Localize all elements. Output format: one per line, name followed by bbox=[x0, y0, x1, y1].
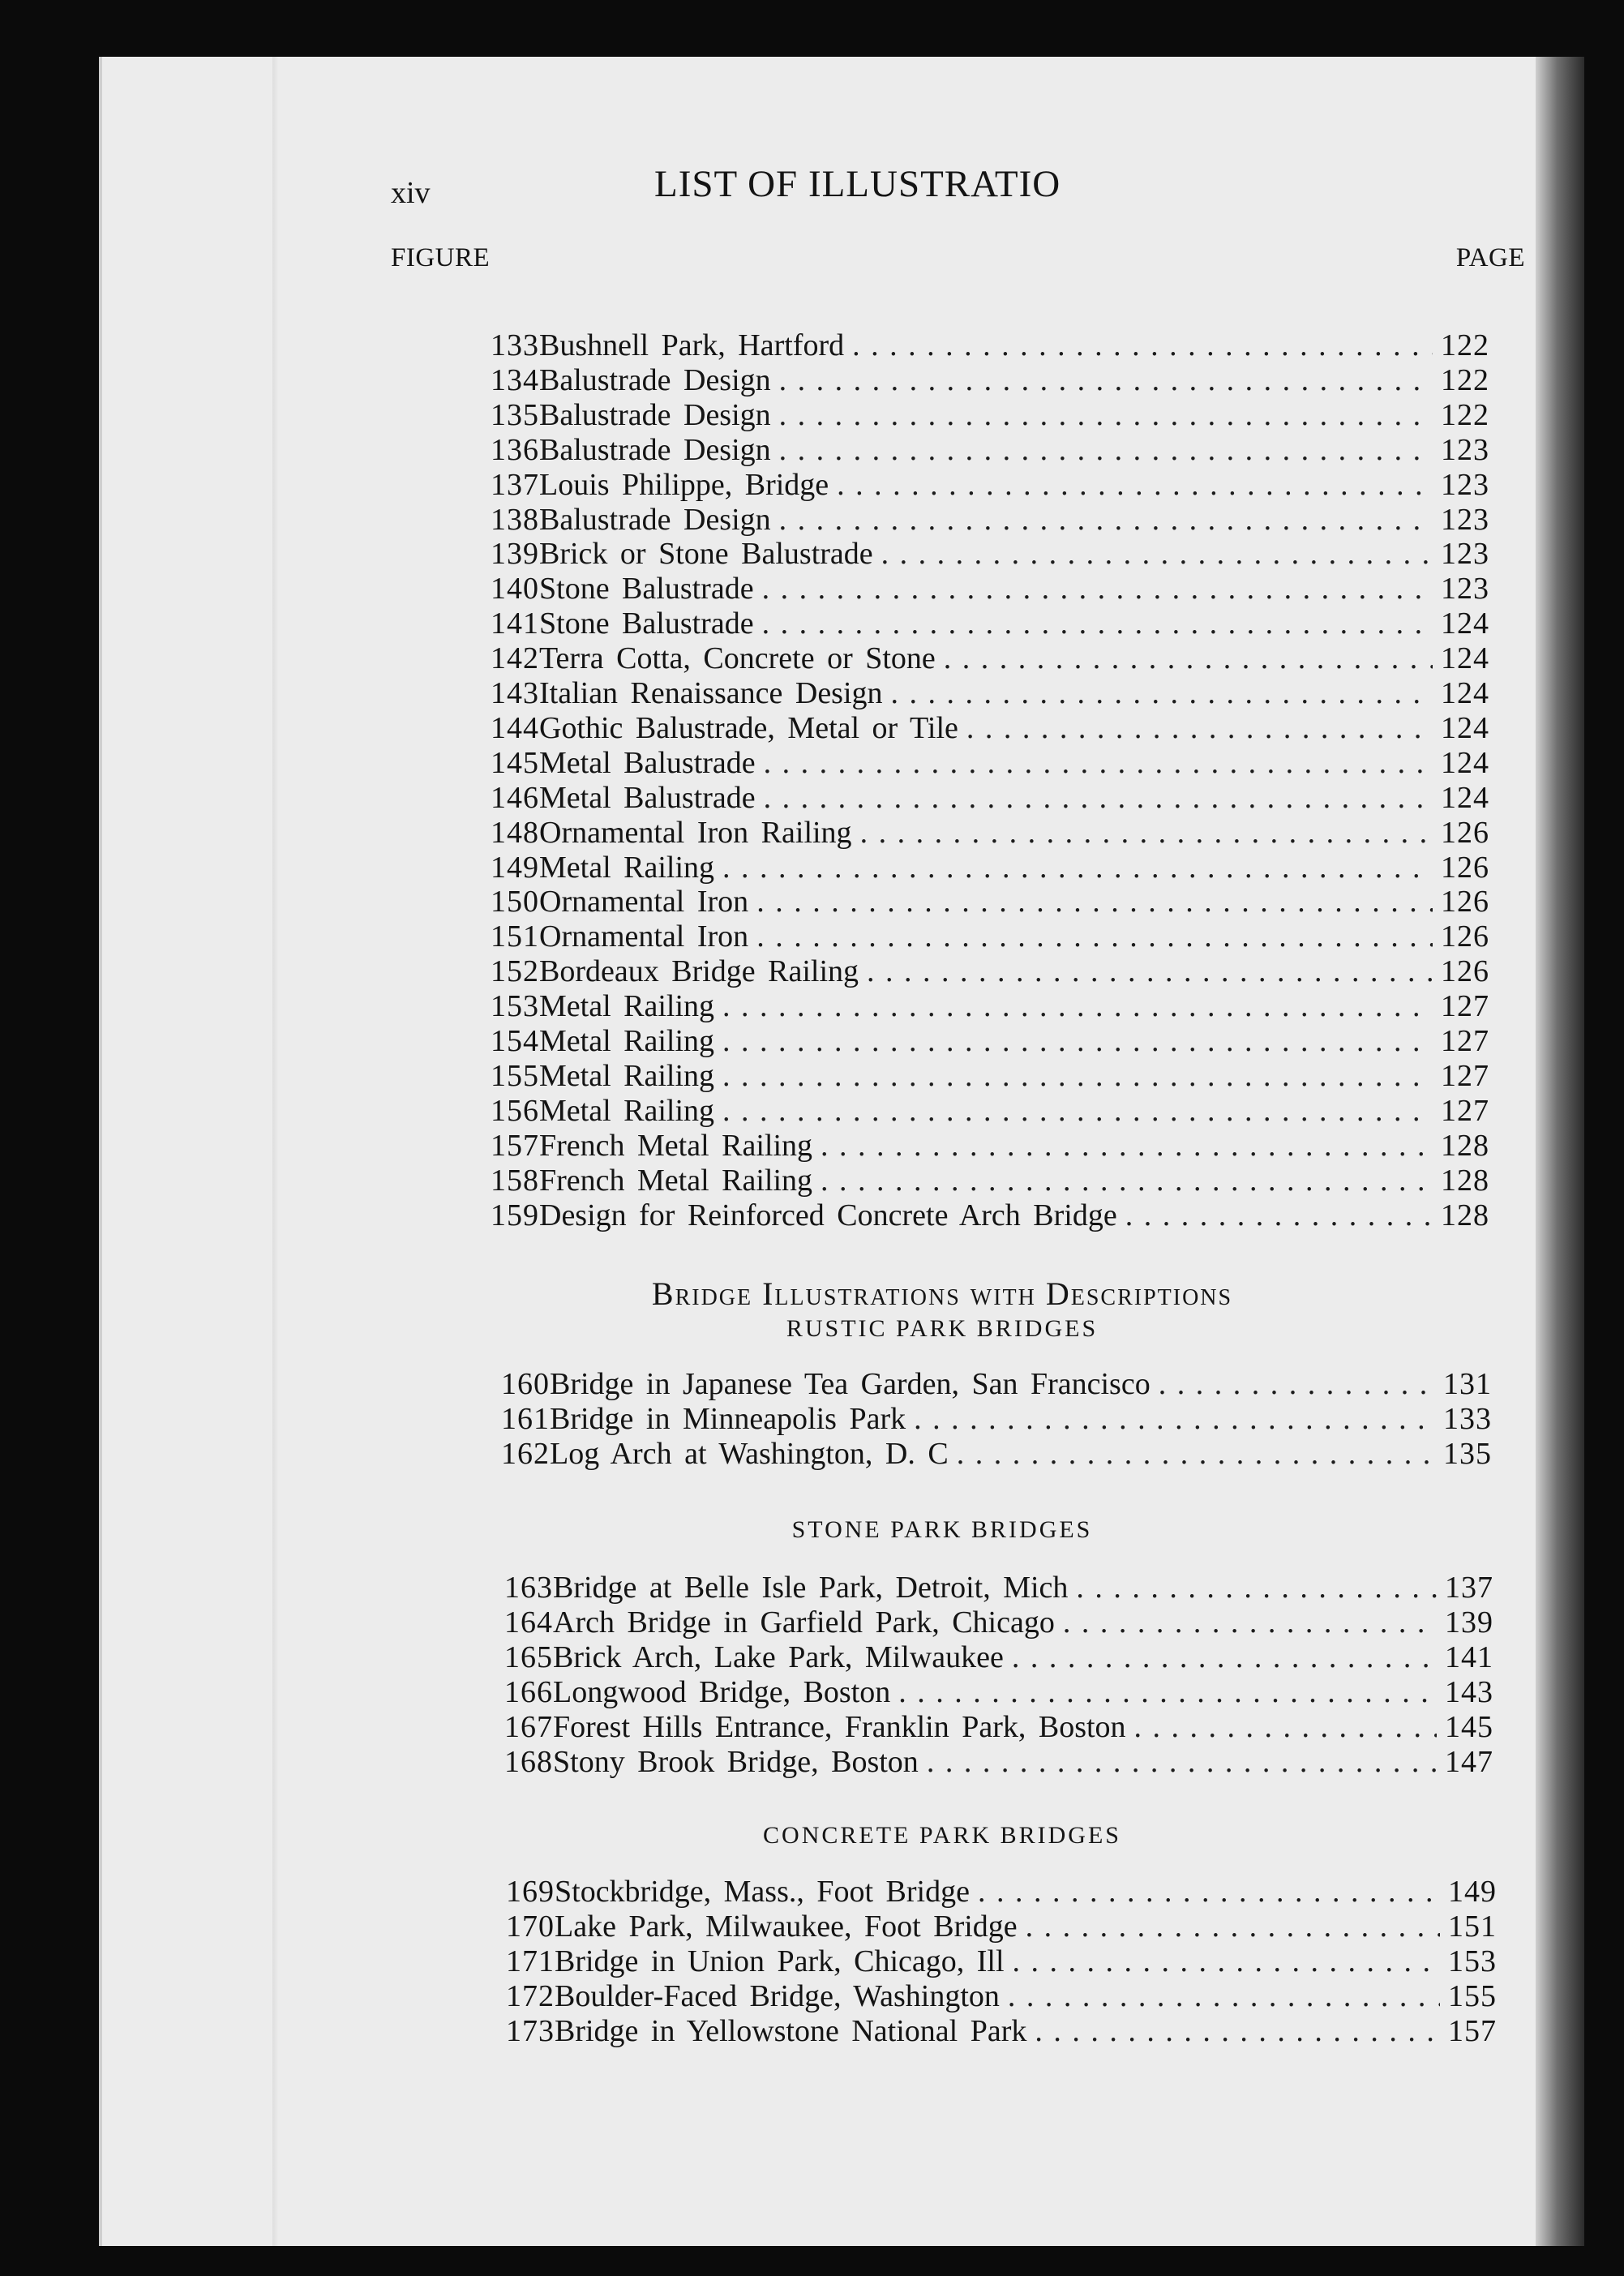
illustration-title: Forest Hills Entrance, Franklin Park, Boston bbox=[553, 1710, 1126, 1744]
page-reference: 124 bbox=[1441, 641, 1489, 676]
dot-leader bbox=[927, 1745, 1437, 1779]
figure-number: 163 bbox=[504, 1571, 553, 1605]
page-reference: 157 bbox=[1448, 2014, 1497, 2048]
dot-leader bbox=[821, 1129, 1433, 1163]
dot-leader bbox=[837, 468, 1433, 502]
page-reference: 145 bbox=[1445, 1710, 1493, 1744]
illustration-title: Metal Railing bbox=[539, 989, 715, 1024]
figure-number: 152 bbox=[491, 954, 539, 989]
page-reference: 124 bbox=[1441, 710, 1489, 745]
illustration-title: French Metal Railing bbox=[539, 1128, 813, 1163]
figure-number: 161 bbox=[501, 1402, 550, 1436]
dot-leader bbox=[1125, 1198, 1433, 1232]
illustration-title: Metal Railing bbox=[539, 1024, 715, 1058]
list-entry bbox=[491, 572, 1489, 606]
figure-number: 160 bbox=[501, 1367, 550, 1401]
list-entry bbox=[504, 1745, 1493, 1779]
dot-leader bbox=[966, 711, 1433, 745]
page-reference: 147 bbox=[1445, 1745, 1493, 1779]
illustration-title: Stone Balustrade bbox=[539, 572, 754, 607]
list-entry bbox=[491, 711, 1489, 745]
illustration-title: Design for Reinforced Concrete Arch Bridge bbox=[539, 1198, 1117, 1232]
illustration-title: Metal Railing bbox=[539, 850, 715, 885]
illustration-title: Bridge in Union Park, Chicago, Ill bbox=[555, 1944, 1005, 1978]
illustration-title: Ornamental Iron Railing bbox=[539, 815, 852, 850]
page-reference: 122 bbox=[1441, 362, 1489, 397]
illustration-title: Bridge in Minneapolis Park bbox=[550, 1402, 906, 1436]
illustration-title: Italian Renaissance Design bbox=[539, 676, 883, 710]
dot-leader bbox=[779, 363, 1433, 397]
illustration-title: Boulder-Faced Bridge, Washington bbox=[555, 1979, 1000, 2013]
page-reference: 126 bbox=[1441, 815, 1489, 850]
figure-number: 138 bbox=[491, 502, 539, 537]
illustration-title: Balustrade Design bbox=[539, 397, 771, 432]
figure-number: 139 bbox=[491, 537, 539, 572]
list-entry bbox=[491, 363, 1489, 397]
page-reference: 139 bbox=[1445, 1605, 1493, 1639]
page-reference: 124 bbox=[1441, 676, 1489, 710]
dot-leader bbox=[891, 676, 1433, 710]
figure-number: 162 bbox=[501, 1437, 550, 1471]
gutter-shadow bbox=[272, 57, 279, 2246]
figure-number: 168 bbox=[504, 1745, 553, 1779]
page-reference: 153 bbox=[1448, 1944, 1497, 1978]
dot-leader bbox=[756, 885, 1433, 919]
list-entry bbox=[504, 1640, 1493, 1674]
figure-number: 134 bbox=[491, 362, 539, 397]
page-reference: 124 bbox=[1441, 780, 1489, 815]
list-entry bbox=[506, 1944, 1497, 1978]
dot-leader bbox=[957, 1437, 1435, 1471]
figure-number: 148 bbox=[491, 815, 539, 850]
dot-leader bbox=[978, 1875, 1440, 1909]
dot-leader bbox=[722, 1094, 1433, 1128]
page-reference: 126 bbox=[1441, 954, 1489, 989]
figure-number: 145 bbox=[491, 745, 539, 780]
list-entry bbox=[504, 1675, 1493, 1709]
dot-leader bbox=[1008, 1979, 1440, 2013]
dot-leader bbox=[756, 919, 1433, 954]
illustration-title: Bridge at Belle Isle Park, Detroit, Mich bbox=[553, 1571, 1069, 1605]
illustration-title: Balustrade Design bbox=[539, 502, 771, 537]
dot-leader bbox=[881, 537, 1433, 571]
illustration-title: Bridge in Yellowstone National Park bbox=[555, 2014, 1027, 2048]
page-reference: 126 bbox=[1441, 885, 1489, 919]
dot-leader bbox=[764, 781, 1433, 815]
dot-leader bbox=[779, 433, 1433, 467]
list-entry bbox=[491, 885, 1489, 919]
dot-leader bbox=[764, 746, 1433, 780]
dot-leader bbox=[779, 398, 1433, 432]
page-number: xiv bbox=[391, 176, 431, 210]
illustration-title: Lake Park, Milwaukee, Foot Bridge bbox=[555, 1910, 1018, 1944]
illustration-title: Metal Balustrade bbox=[539, 780, 756, 815]
figure-number: 142 bbox=[491, 641, 539, 676]
dot-leader bbox=[762, 607, 1433, 641]
page-reference: 123 bbox=[1441, 467, 1489, 502]
section-title-concrete: CONCRETE PARK BRIDGES bbox=[763, 1822, 1121, 1849]
page-reference: 131 bbox=[1443, 1367, 1492, 1401]
page-reference: 155 bbox=[1448, 1979, 1497, 2013]
figure-number: 166 bbox=[504, 1675, 553, 1709]
dot-leader bbox=[821, 1164, 1433, 1198]
list-entry bbox=[501, 1367, 1492, 1401]
list-entry bbox=[491, 1198, 1489, 1232]
illustration-title: Log Arch at Washington, D. C bbox=[550, 1437, 949, 1471]
dot-leader bbox=[944, 641, 1433, 675]
illustration-title: Stockbridge, Mass., Foot Bridge bbox=[555, 1875, 970, 1909]
list-entry bbox=[491, 1094, 1489, 1128]
page-reference: 123 bbox=[1441, 572, 1489, 607]
page-reference: 124 bbox=[1441, 607, 1489, 641]
page-reference: 128 bbox=[1441, 1198, 1489, 1232]
dot-leader bbox=[867, 954, 1433, 988]
page-reference: 128 bbox=[1441, 1163, 1489, 1198]
dot-leader bbox=[1159, 1367, 1435, 1401]
figure-number: 165 bbox=[504, 1640, 553, 1674]
page-heading: LIST OF ILLUSTRATIO bbox=[654, 163, 1061, 205]
page-reference: 122 bbox=[1441, 328, 1489, 362]
figure-number: 135 bbox=[491, 397, 539, 432]
list-entry bbox=[491, 398, 1489, 432]
page-reference: 127 bbox=[1441, 989, 1489, 1024]
list-entry bbox=[506, 1979, 1497, 2013]
figure-number: 143 bbox=[491, 676, 539, 710]
figure-number: 164 bbox=[504, 1605, 553, 1639]
dot-leader bbox=[860, 816, 1433, 850]
list-entry bbox=[491, 989, 1489, 1023]
list-entry bbox=[506, 2014, 1497, 2048]
illustration-title: Bushnell Park, Hartford bbox=[539, 328, 845, 362]
figure-number: 171 bbox=[506, 1944, 555, 1978]
list-entry bbox=[504, 1571, 1493, 1605]
page-reference: 128 bbox=[1441, 1128, 1489, 1163]
figure-number: 140 bbox=[491, 572, 539, 607]
dot-leader bbox=[1134, 1710, 1437, 1744]
list-entry bbox=[491, 1024, 1489, 1058]
illustration-title: Stone Balustrade bbox=[539, 607, 754, 641]
list-entry bbox=[491, 1164, 1489, 1198]
list-entry bbox=[491, 781, 1489, 815]
list-entry bbox=[506, 1875, 1497, 1909]
page-reference: 135 bbox=[1443, 1437, 1492, 1471]
list-entry bbox=[491, 607, 1489, 641]
list-entry bbox=[501, 1402, 1492, 1436]
dot-leader bbox=[852, 328, 1433, 362]
illustration-title: Terra Cotta, Concrete or Stone bbox=[539, 641, 936, 676]
list-entry bbox=[504, 1710, 1493, 1744]
list-entry bbox=[491, 676, 1489, 710]
illustration-title: Balustrade Design bbox=[539, 432, 771, 467]
list-entry bbox=[491, 537, 1489, 571]
list-entry bbox=[491, 851, 1489, 885]
figure-number: 137 bbox=[491, 467, 539, 502]
dot-leader bbox=[722, 1059, 1433, 1093]
page-reference: 149 bbox=[1448, 1875, 1497, 1909]
dot-leader bbox=[1076, 1571, 1437, 1605]
figure-number: 157 bbox=[491, 1128, 539, 1163]
dot-leader bbox=[1013, 1944, 1440, 1978]
list-entry bbox=[491, 1129, 1489, 1163]
dot-leader bbox=[722, 989, 1433, 1023]
figure-number: 173 bbox=[506, 2014, 555, 2048]
illustration-title: Balustrade Design bbox=[539, 362, 771, 397]
figure-number: 158 bbox=[491, 1163, 539, 1198]
page-reference: 137 bbox=[1445, 1571, 1493, 1605]
figure-column-label: FIGURE bbox=[391, 243, 491, 272]
dot-leader bbox=[1063, 1605, 1437, 1639]
figure-number: 154 bbox=[491, 1024, 539, 1058]
dot-leader bbox=[898, 1675, 1437, 1709]
illustration-title: Bordeaux Bridge Railing bbox=[539, 954, 859, 989]
section-title-bridge-illustrations: Bridge Illustrations with Descriptions bbox=[651, 1275, 1233, 1312]
list-entry bbox=[506, 1910, 1497, 1944]
illustration-title: Metal Balustrade bbox=[539, 745, 756, 780]
page-reference: 143 bbox=[1445, 1675, 1493, 1709]
figure-number: 159 bbox=[491, 1198, 539, 1232]
list-entry bbox=[504, 1605, 1493, 1639]
section-subtitle-rustic: RUSTIC PARK BRIDGES bbox=[786, 1315, 1099, 1342]
list-entry bbox=[491, 1059, 1489, 1093]
section-title-stone: STONE PARK BRIDGES bbox=[791, 1516, 1093, 1543]
figure-number: 155 bbox=[491, 1058, 539, 1093]
figure-number: 133 bbox=[491, 328, 539, 362]
figure-number: 167 bbox=[504, 1710, 553, 1744]
list-entry bbox=[491, 328, 1489, 362]
figure-number: 169 bbox=[506, 1875, 555, 1909]
list-entry bbox=[491, 954, 1489, 988]
illustration-title: Arch Bridge in Garfield Park, Chicago bbox=[553, 1605, 1055, 1639]
dot-leader bbox=[762, 572, 1433, 606]
figure-number: 151 bbox=[491, 919, 539, 954]
figure-number: 172 bbox=[506, 1979, 555, 2013]
figure-number: 153 bbox=[491, 989, 539, 1024]
page-reference: 126 bbox=[1441, 850, 1489, 885]
figure-number: 136 bbox=[491, 432, 539, 467]
page-reference: 126 bbox=[1441, 919, 1489, 954]
dot-leader bbox=[1026, 1910, 1440, 1944]
page-reference: 123 bbox=[1441, 502, 1489, 537]
figure-number: 150 bbox=[491, 885, 539, 919]
list-entry bbox=[491, 641, 1489, 675]
running-head bbox=[391, 162, 1474, 219]
figure-number: 149 bbox=[491, 850, 539, 885]
list-entry bbox=[491, 433, 1489, 467]
dot-leader bbox=[914, 1402, 1435, 1436]
page-reference: 127 bbox=[1441, 1024, 1489, 1058]
page-reference: 133 bbox=[1443, 1402, 1492, 1436]
page-reference: 151 bbox=[1448, 1910, 1497, 1944]
figure-number: 146 bbox=[491, 780, 539, 815]
book-spine-edge bbox=[1536, 57, 1584, 2246]
page-reference: 123 bbox=[1441, 432, 1489, 467]
list-entry bbox=[501, 1437, 1492, 1471]
illustration-title: Brick Arch, Lake Park, Milwaukee bbox=[553, 1640, 1004, 1674]
illustration-title: Metal Railing bbox=[539, 1093, 715, 1128]
illustration-title: Bridge in Japanese Tea Garden, San Francisco bbox=[550, 1367, 1151, 1401]
illustration-title: Gothic Balustrade, Metal or Tile bbox=[539, 710, 958, 745]
illustration-title: Metal Railing bbox=[539, 1058, 715, 1093]
illustration-title: Brick or Stone Balustrade bbox=[539, 537, 873, 572]
figure-number: 156 bbox=[491, 1093, 539, 1128]
illustration-title: Stony Brook Bridge, Boston bbox=[553, 1745, 919, 1779]
illustration-title: French Metal Railing bbox=[539, 1163, 813, 1198]
list-entry bbox=[491, 468, 1489, 502]
page-reference: 141 bbox=[1445, 1640, 1493, 1674]
figure-number: 144 bbox=[491, 710, 539, 745]
dot-leader bbox=[1035, 2014, 1440, 2048]
illustration-title: Ornamental Iron bbox=[539, 885, 749, 919]
page-reference: 127 bbox=[1441, 1093, 1489, 1128]
list-entry bbox=[491, 816, 1489, 850]
dot-leader bbox=[722, 851, 1433, 885]
page-reference: 122 bbox=[1441, 397, 1489, 432]
figure-number: 170 bbox=[506, 1910, 555, 1944]
list-entry bbox=[491, 503, 1489, 537]
figure-number: 141 bbox=[491, 607, 539, 641]
list-entry bbox=[491, 919, 1489, 954]
page-reference: 127 bbox=[1441, 1058, 1489, 1093]
page-reference: 123 bbox=[1441, 537, 1489, 572]
illustration-title: Longwood Bridge, Boston bbox=[553, 1675, 891, 1709]
page-reference: 124 bbox=[1441, 745, 1489, 780]
dot-leader bbox=[779, 503, 1433, 537]
dot-leader bbox=[722, 1024, 1433, 1058]
list-entry bbox=[491, 746, 1489, 780]
illustration-title: Ornamental Iron bbox=[539, 919, 749, 954]
dot-leader bbox=[1012, 1640, 1437, 1674]
page-column-label: PAGE bbox=[1455, 243, 1525, 272]
illustration-title: Louis Philippe, Bridge bbox=[539, 467, 829, 502]
